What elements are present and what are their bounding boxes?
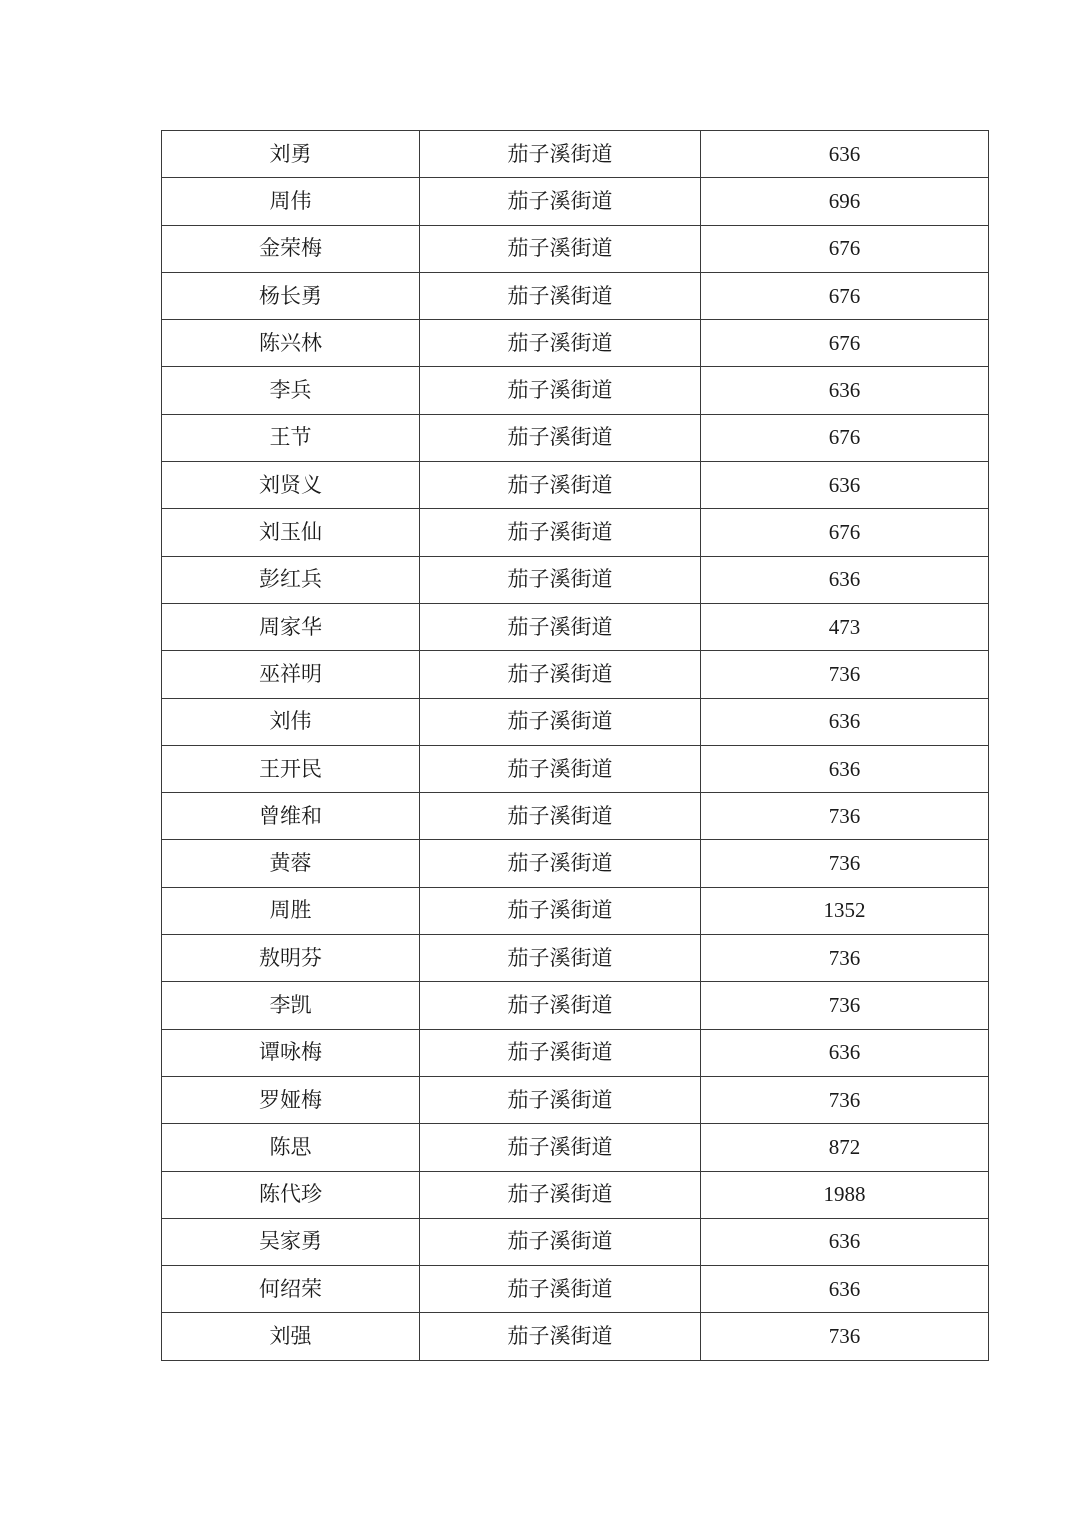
street-cell: 茄子溪街道 xyxy=(420,178,701,225)
street-cell: 茄子溪街道 xyxy=(420,982,701,1029)
name-cell: 刘玉仙 xyxy=(162,509,420,556)
table-row xyxy=(162,1266,989,1313)
name-cell: 刘伟 xyxy=(162,698,420,745)
table-row xyxy=(162,225,989,272)
name-cell: 罗娅梅 xyxy=(162,1076,420,1123)
table-row xyxy=(162,178,989,225)
name-cell: 陈代珍 xyxy=(162,1171,420,1218)
table-row xyxy=(162,982,989,1029)
name-cell: 刘勇 xyxy=(162,131,420,178)
data-table xyxy=(161,130,989,1361)
table-row xyxy=(162,272,989,319)
table-row xyxy=(162,887,989,934)
table-body xyxy=(162,131,989,1361)
table-row xyxy=(162,745,989,792)
street-cell: 茄子溪街道 xyxy=(420,462,701,509)
table-row xyxy=(162,840,989,887)
table-row xyxy=(162,793,989,840)
amount-cell: 676 xyxy=(701,414,989,461)
amount-cell: 1988 xyxy=(701,1171,989,1218)
table-row xyxy=(162,603,989,650)
amount-cell: 1352 xyxy=(701,887,989,934)
amount-cell: 676 xyxy=(701,509,989,556)
amount-cell: 636 xyxy=(701,745,989,792)
name-cell: 王节 xyxy=(162,414,420,461)
table-row xyxy=(162,414,989,461)
street-cell: 茄子溪街道 xyxy=(420,272,701,319)
street-cell: 茄子溪街道 xyxy=(420,745,701,792)
name-cell: 黄蓉 xyxy=(162,840,420,887)
name-cell: 巫祥明 xyxy=(162,651,420,698)
street-cell: 茄子溪街道 xyxy=(420,414,701,461)
table-row xyxy=(162,1218,989,1265)
name-cell: 周伟 xyxy=(162,178,420,225)
amount-cell: 736 xyxy=(701,1076,989,1123)
table-row xyxy=(162,1076,989,1123)
street-cell: 茄子溪街道 xyxy=(420,509,701,556)
name-cell: 杨长勇 xyxy=(162,272,420,319)
street-cell: 茄子溪街道 xyxy=(420,1029,701,1076)
table-row xyxy=(162,556,989,603)
table-row xyxy=(162,320,989,367)
amount-cell: 736 xyxy=(701,840,989,887)
amount-cell: 473 xyxy=(701,603,989,650)
name-cell: 李凯 xyxy=(162,982,420,1029)
name-cell: 金荣梅 xyxy=(162,225,420,272)
amount-cell: 676 xyxy=(701,272,989,319)
amount-cell: 872 xyxy=(701,1124,989,1171)
table-row xyxy=(162,367,989,414)
amount-cell: 676 xyxy=(701,320,989,367)
name-cell: 陈思 xyxy=(162,1124,420,1171)
amount-cell: 676 xyxy=(701,225,989,272)
name-cell: 刘贤义 xyxy=(162,462,420,509)
amount-cell: 736 xyxy=(701,935,989,982)
amount-cell: 636 xyxy=(701,556,989,603)
amount-cell: 736 xyxy=(701,1313,989,1360)
amount-cell: 736 xyxy=(701,651,989,698)
amount-cell: 636 xyxy=(701,1029,989,1076)
street-cell: 茄子溪街道 xyxy=(420,840,701,887)
table-row xyxy=(162,462,989,509)
street-cell: 茄子溪街道 xyxy=(420,1171,701,1218)
street-cell: 茄子溪街道 xyxy=(420,1266,701,1313)
name-cell: 敖明芬 xyxy=(162,935,420,982)
amount-cell: 636 xyxy=(701,131,989,178)
name-cell: 何绍荣 xyxy=(162,1266,420,1313)
name-cell: 谭咏梅 xyxy=(162,1029,420,1076)
street-cell: 茄子溪街道 xyxy=(420,698,701,745)
amount-cell: 736 xyxy=(701,982,989,1029)
table-row xyxy=(162,1171,989,1218)
name-cell: 彭红兵 xyxy=(162,556,420,603)
street-cell: 茄子溪街道 xyxy=(420,131,701,178)
street-cell: 茄子溪街道 xyxy=(420,367,701,414)
street-cell: 茄子溪街道 xyxy=(420,887,701,934)
street-cell: 茄子溪街道 xyxy=(420,603,701,650)
street-cell: 茄子溪街道 xyxy=(420,556,701,603)
amount-cell: 636 xyxy=(701,1266,989,1313)
street-cell: 茄子溪街道 xyxy=(420,1076,701,1123)
name-cell: 周家华 xyxy=(162,603,420,650)
name-cell: 吴家勇 xyxy=(162,1218,420,1265)
street-cell: 茄子溪街道 xyxy=(420,651,701,698)
amount-cell: 736 xyxy=(701,793,989,840)
table-row xyxy=(162,698,989,745)
table-row xyxy=(162,651,989,698)
name-cell: 李兵 xyxy=(162,367,420,414)
table-row xyxy=(162,1029,989,1076)
street-cell: 茄子溪街道 xyxy=(420,1124,701,1171)
amount-cell: 636 xyxy=(701,1218,989,1265)
name-cell: 曾维和 xyxy=(162,793,420,840)
name-cell: 刘强 xyxy=(162,1313,420,1360)
amount-cell: 636 xyxy=(701,698,989,745)
table-row xyxy=(162,1313,989,1360)
table-row xyxy=(162,935,989,982)
street-cell: 茄子溪街道 xyxy=(420,1218,701,1265)
name-cell: 王开民 xyxy=(162,745,420,792)
table-row xyxy=(162,1124,989,1171)
amount-cell: 636 xyxy=(701,462,989,509)
table-row xyxy=(162,509,989,556)
name-cell: 陈兴林 xyxy=(162,320,420,367)
street-cell: 茄子溪街道 xyxy=(420,225,701,272)
street-cell: 茄子溪街道 xyxy=(420,1313,701,1360)
amount-cell: 636 xyxy=(701,367,989,414)
name-cell: 周胜 xyxy=(162,887,420,934)
street-cell: 茄子溪街道 xyxy=(420,793,701,840)
street-cell: 茄子溪街道 xyxy=(420,935,701,982)
street-cell: 茄子溪街道 xyxy=(420,320,701,367)
table-row xyxy=(162,131,989,178)
amount-cell: 696 xyxy=(701,178,989,225)
